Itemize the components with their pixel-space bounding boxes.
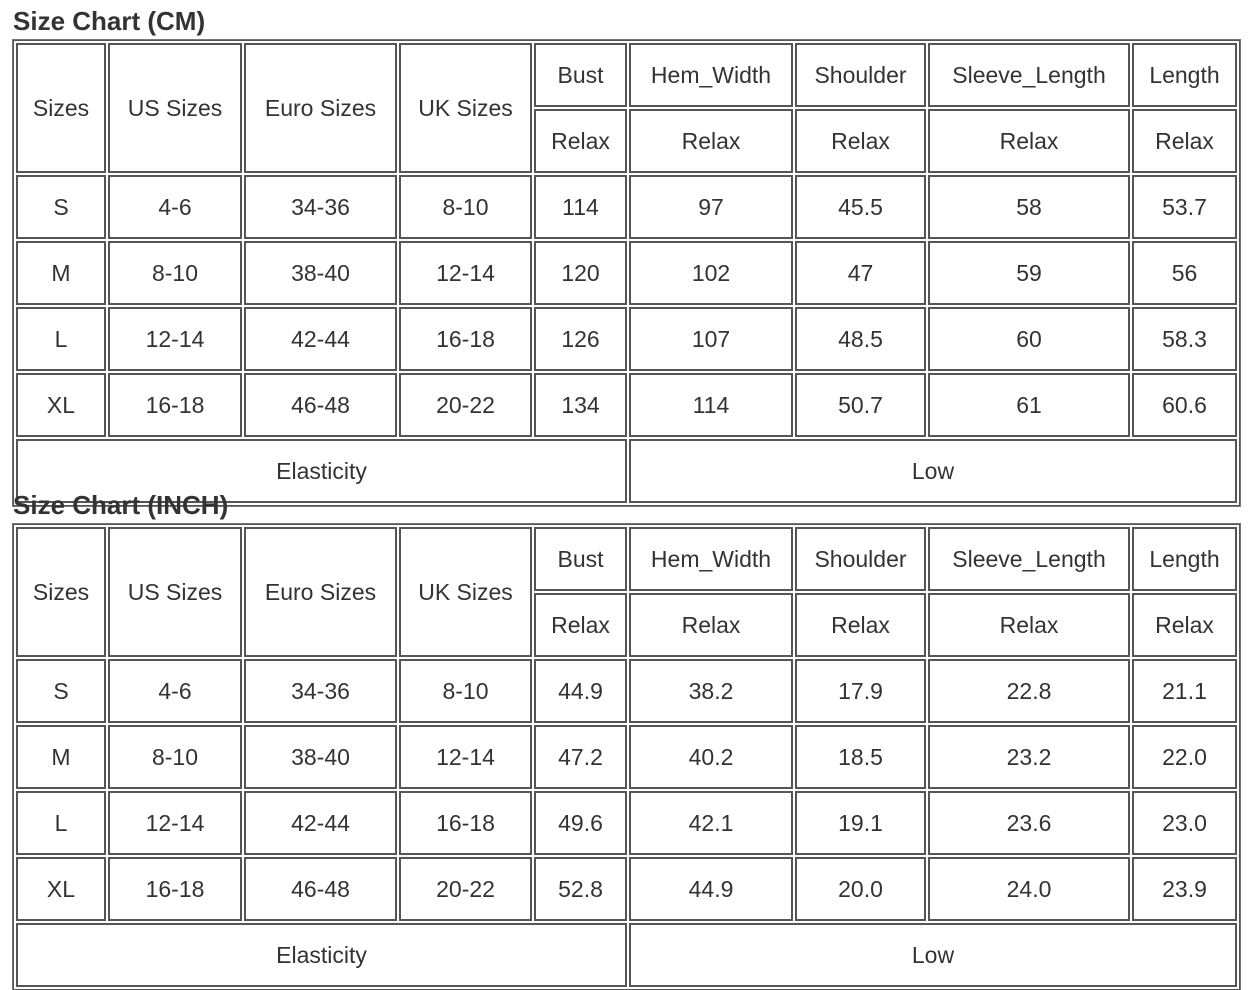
cell-length: 60.6 (1132, 373, 1237, 437)
cell-euro: 34-36 (244, 175, 397, 239)
elasticity-value: Low (629, 923, 1237, 987)
cell-sleeve-length: 24.0 (928, 857, 1130, 921)
cell-sleeve-length: 58 (928, 175, 1130, 239)
size-chart-cm-table (13, 40, 1240, 506)
cell-euro: 46-48 (244, 373, 397, 437)
cell-sleeve-length: 60 (928, 307, 1130, 371)
fit-shoulder: Relax (795, 109, 926, 173)
cell-uk: 12-14 (399, 241, 532, 305)
cell-uk: 8-10 (399, 659, 532, 723)
header-length: Length (1132, 527, 1237, 591)
header-bust: Bust (534, 43, 627, 107)
cell-us: 8-10 (108, 725, 242, 789)
header-hem-width: Hem_Width (629, 43, 793, 107)
cell-euro: 42-44 (244, 307, 397, 371)
cell-shoulder: 18.5 (795, 725, 926, 789)
cell-size: M (16, 725, 106, 789)
cell-bust: 120 (534, 241, 627, 305)
cell-size: XL (16, 373, 106, 437)
cell-bust: 44.9 (534, 659, 627, 723)
cell-length: 23.9 (1132, 857, 1237, 921)
header-sleeve-length: Sleeve_Length (928, 43, 1130, 107)
cell-shoulder: 17.9 (795, 659, 926, 723)
header-uk-sizes: UK Sizes (399, 43, 532, 173)
cell-shoulder: 20.0 (795, 857, 926, 921)
cell-bust: 52.8 (534, 857, 627, 921)
header-row (16, 43, 1237, 107)
cell-hem-width: 114 (629, 373, 793, 437)
cell-hem-width: 102 (629, 241, 793, 305)
table-row (16, 791, 1237, 855)
cell-uk: 12-14 (399, 725, 532, 789)
cell-shoulder: 19.1 (795, 791, 926, 855)
header-us-sizes: US Sizes (108, 527, 242, 657)
cell-us: 4-6 (108, 175, 242, 239)
cell-bust: 49.6 (534, 791, 627, 855)
header-us-sizes: US Sizes (108, 43, 242, 173)
cell-hem-width: 44.9 (629, 857, 793, 921)
header-uk-sizes: UK Sizes (399, 527, 532, 657)
cell-size: S (16, 175, 106, 239)
header-sizes: Sizes (16, 43, 106, 173)
size-chart-inch-table (13, 524, 1240, 990)
header-sizes: Sizes (16, 527, 106, 657)
cell-length: 53.7 (1132, 175, 1237, 239)
cell-length: 22.0 (1132, 725, 1237, 789)
cell-uk: 8-10 (399, 175, 532, 239)
cell-uk: 20-22 (399, 373, 532, 437)
cell-hem-width: 107 (629, 307, 793, 371)
cell-shoulder: 47 (795, 241, 926, 305)
table-row (16, 373, 1237, 437)
size-chart-cm-title: Size Chart (CM) (13, 6, 206, 36)
cell-hem-width: 38.2 (629, 659, 793, 723)
header-euro-sizes: Euro Sizes (244, 43, 397, 173)
elasticity-label: Elasticity (16, 439, 627, 503)
elasticity-label: Elasticity (16, 923, 627, 987)
fit-length: Relax (1132, 593, 1237, 657)
header-shoulder: Shoulder (795, 527, 926, 591)
cell-euro: 38-40 (244, 241, 397, 305)
size-chart-inch-title: Size Chart (INCH) (13, 490, 229, 520)
fit-hem-width: Relax (629, 593, 793, 657)
fit-bust: Relax (534, 593, 627, 657)
cell-us: 16-18 (108, 857, 242, 921)
header-shoulder: Shoulder (795, 43, 926, 107)
header-length: Length (1132, 43, 1237, 107)
cell-bust: 114 (534, 175, 627, 239)
cell-sleeve-length: 23.2 (928, 725, 1130, 789)
cell-uk: 16-18 (399, 791, 532, 855)
cell-us: 12-14 (108, 791, 242, 855)
table-row (16, 175, 1237, 239)
cell-size: L (16, 307, 106, 371)
cell-length: 56 (1132, 241, 1237, 305)
cell-uk: 16-18 (399, 307, 532, 371)
cell-length: 58.3 (1132, 307, 1237, 371)
header-euro-sizes: Euro Sizes (244, 527, 397, 657)
cell-shoulder: 45.5 (795, 175, 926, 239)
cell-sleeve-length: 23.6 (928, 791, 1130, 855)
cell-euro: 38-40 (244, 725, 397, 789)
cell-us: 12-14 (108, 307, 242, 371)
cell-euro: 42-44 (244, 791, 397, 855)
fit-sleeve-length: Relax (928, 593, 1130, 657)
cell-sleeve-length: 61 (928, 373, 1130, 437)
header-hem-width: Hem_Width (629, 527, 793, 591)
cell-hem-width: 42.1 (629, 791, 793, 855)
cell-us: 16-18 (108, 373, 242, 437)
cell-shoulder: 50.7 (795, 373, 926, 437)
header-row (16, 527, 1237, 591)
elasticity-row (16, 923, 1237, 987)
cell-euro: 46-48 (244, 857, 397, 921)
cell-us: 8-10 (108, 241, 242, 305)
table-row (16, 307, 1237, 371)
cell-size: M (16, 241, 106, 305)
table-row (16, 725, 1237, 789)
cell-shoulder: 48.5 (795, 307, 926, 371)
header-bust: Bust (534, 527, 627, 591)
cell-bust: 134 (534, 373, 627, 437)
fit-shoulder: Relax (795, 593, 926, 657)
table-row (16, 659, 1237, 723)
header-sleeve-length: Sleeve_Length (928, 527, 1130, 591)
cell-bust: 126 (534, 307, 627, 371)
cell-sleeve-length: 59 (928, 241, 1130, 305)
fit-bust: Relax (534, 109, 627, 173)
fit-sleeve-length: Relax (928, 109, 1130, 173)
cell-uk: 20-22 (399, 857, 532, 921)
cell-size: XL (16, 857, 106, 921)
cell-size: L (16, 791, 106, 855)
cell-hem-width: 40.2 (629, 725, 793, 789)
cell-length: 23.0 (1132, 791, 1237, 855)
fit-hem-width: Relax (629, 109, 793, 173)
table-row (16, 857, 1237, 921)
elasticity-value: Low (629, 439, 1237, 503)
cell-size: S (16, 659, 106, 723)
table-row (16, 241, 1237, 305)
fit-length: Relax (1132, 109, 1237, 173)
cell-us: 4-6 (108, 659, 242, 723)
cell-length: 21.1 (1132, 659, 1237, 723)
cell-euro: 34-36 (244, 659, 397, 723)
cell-hem-width: 97 (629, 175, 793, 239)
cell-bust: 47.2 (534, 725, 627, 789)
cell-sleeve-length: 22.8 (928, 659, 1130, 723)
